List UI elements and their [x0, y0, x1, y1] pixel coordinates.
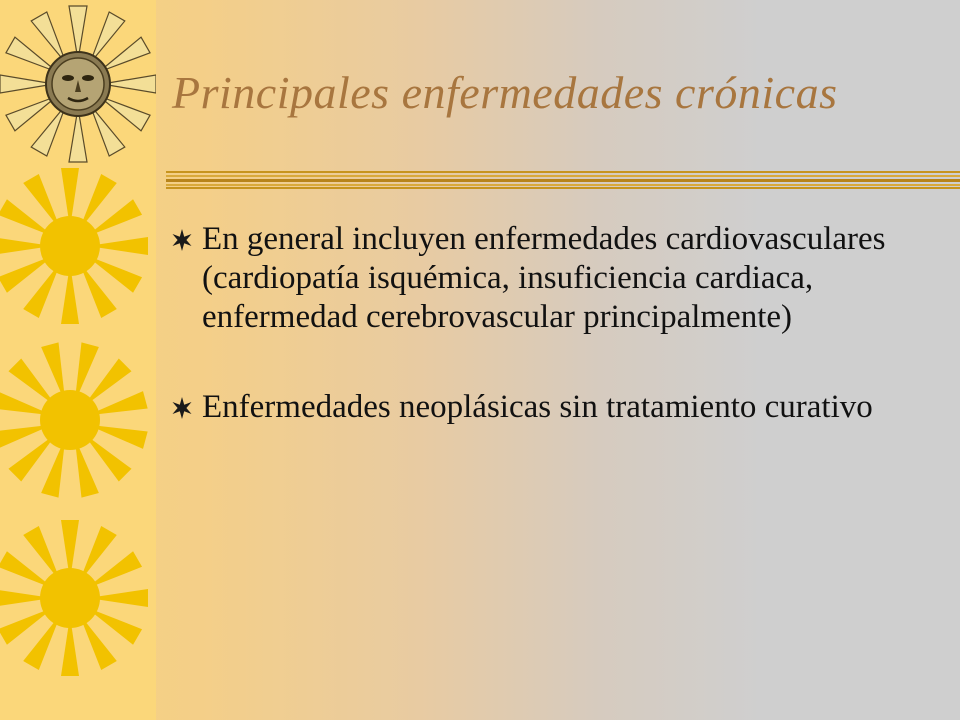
sun-icon	[0, 342, 148, 497]
bullet-text: En general incluyen enfermedades cardiovasculares (cardiopatía isquémica, insuficiencia cardiaca, enfermedad cerebrovascular principalmente)	[202, 221, 886, 335]
slide-title: Principales enfermedades crónicas	[172, 67, 838, 118]
star-bullet-icon	[170, 228, 194, 252]
bullet-item	[170, 388, 950, 427]
star-bullet-icon	[170, 396, 194, 420]
bullet-text: Enfermedades neoplásicas sin tratamiento curativo	[202, 389, 873, 425]
sun-icon	[0, 520, 148, 676]
sun-face-icon	[0, 6, 156, 162]
sun-decorations	[0, 0, 156, 720]
bullet-list	[170, 220, 950, 478]
bullet-item	[170, 220, 950, 337]
title-divider	[166, 171, 960, 189]
sun-icon	[0, 168, 148, 324]
